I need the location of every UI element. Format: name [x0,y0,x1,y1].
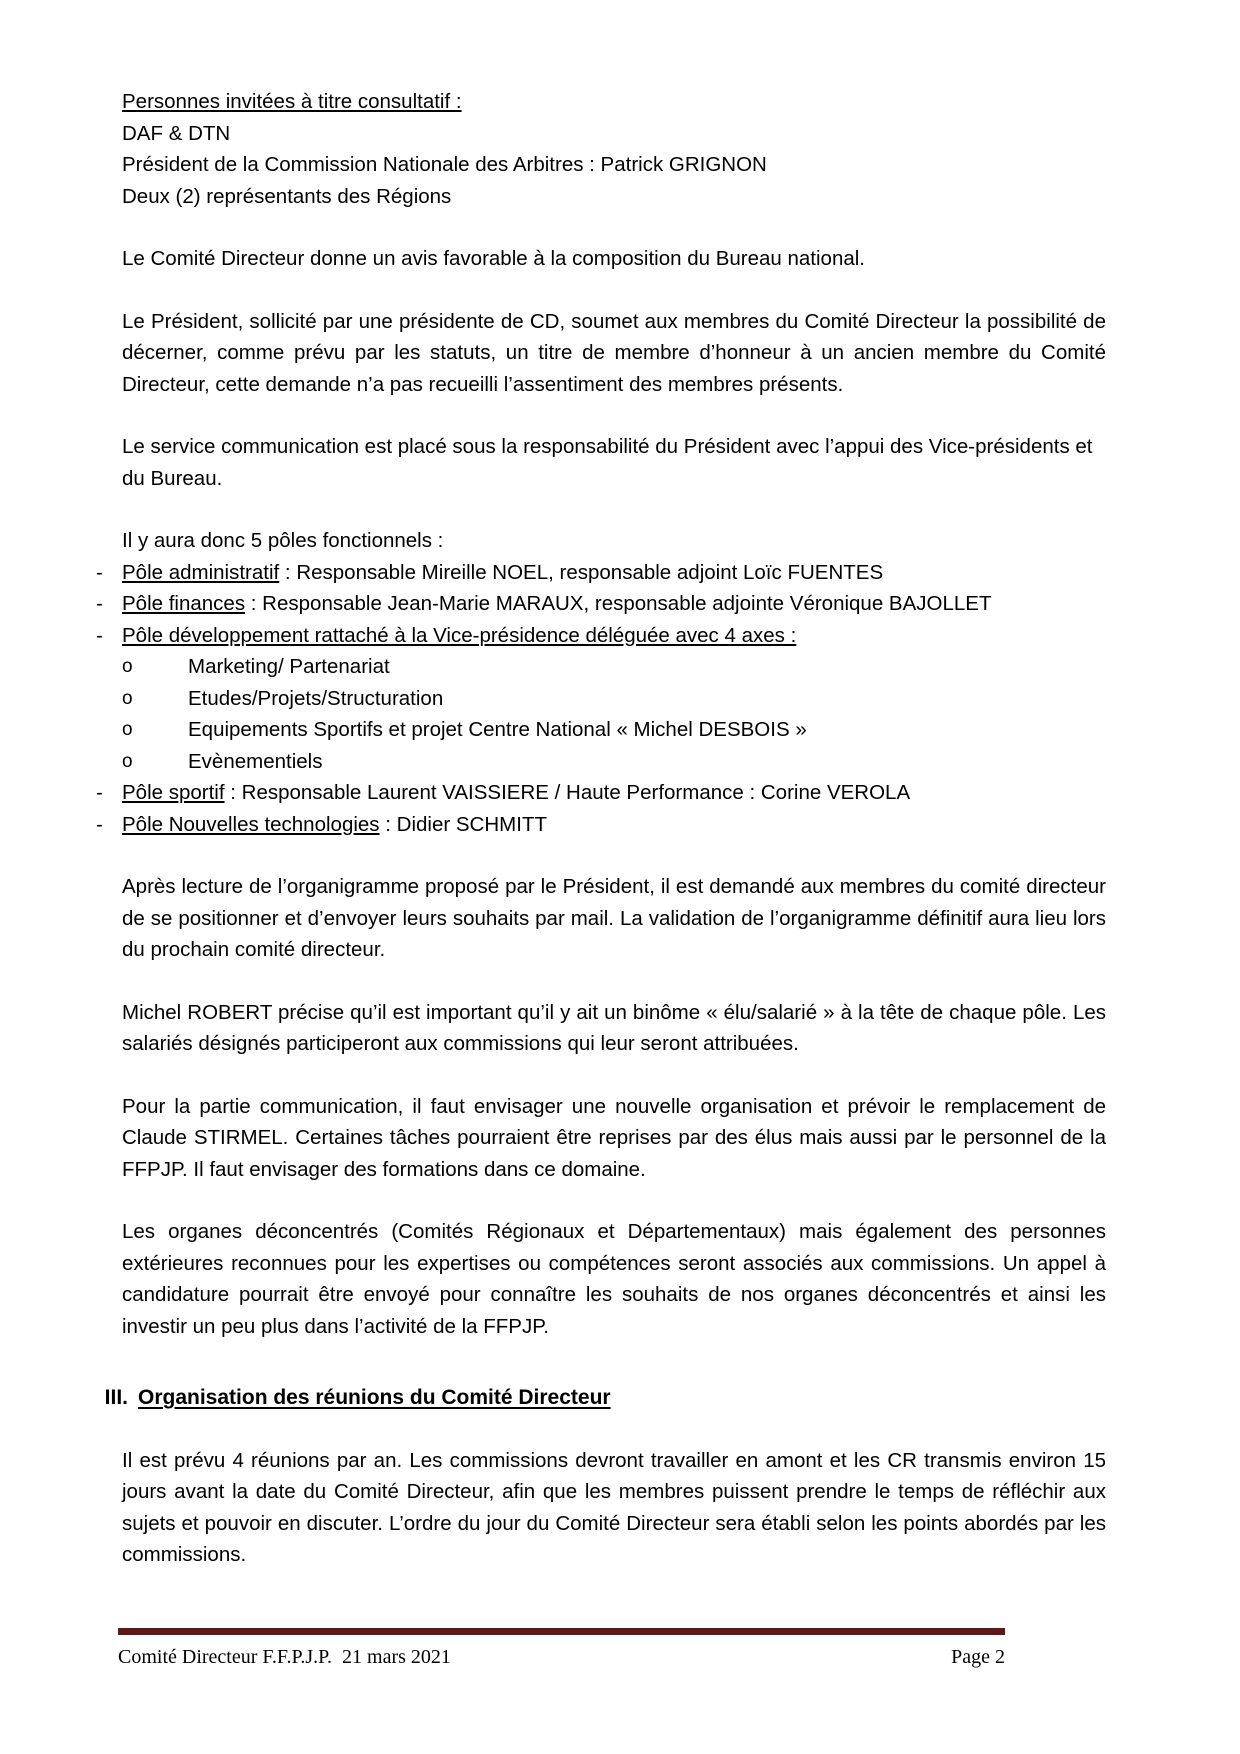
circle-marker-icon: o [122,656,133,677]
dash-marker-icon: - [96,812,103,836]
list-item [96,620,1106,652]
paragraph-section-iii-body: Il est prévu 4 réunions par an. Les commissions devront travailler en amont et les CR transmis environ 15 jours avant la date du Comité Directeur, afin que les membres puissent prendre le temps de réfléchir aux sujets et pouvoir en discuter. L’ordre du jour du Comité Directeur sera établi selon les points abordés par les commissions. [122,1448,1106,1566]
paragraph-poles-intro: Il y aura donc 5 pôles fonctionnels : [122,529,444,552]
footer-document-title: Comité Directeur F.F.P.J.P. 21 mars 2021 [118,1646,451,1668]
circle-marker-icon: o [122,719,133,740]
footer-row [118,1644,1005,1670]
page-content [96,86,1106,1571]
pole-name: Pôle administratif [122,560,280,584]
circle-marker-icon: o [122,687,133,709]
dash-marker-icon: - [96,623,103,647]
section-heading-iii [96,1382,1106,1414]
dash-marker-icon: - [96,781,103,804]
invited-persons-heading [96,86,1106,118]
invited-persons-heading-text: Personnes invitées à titre consultatif : [122,90,462,113]
list-item [96,777,1106,809]
sub-list-item [96,714,1106,746]
paragraph-avis-favorable: Le Comité Directeur donne un avis favorable à la composition du Bureau national. [122,247,865,270]
paragraph-partie-communication: Pour la partie communication, il faut envisager une nouvelle organisation et prévoir le remplacement de Claude STIRMEL. Certaines tâches pourraient être reprises par des élus mais aussi par le personnel de la FFPJP. Il faut envisager des formations dans ce domaine. [122,1094,1106,1181]
section-number: III. [104,1386,128,1409]
paragraph-spacer [96,494,1106,525]
page-title: Organisation des réunions du Comité Directeur [138,1386,611,1409]
invited-person-line: DAF & DTN [122,121,231,145]
paragraph-spacer [96,400,1106,431]
pole-detail: : Didier SCHMITT [379,812,547,836]
paragraph-spacer [96,1185,1106,1216]
paragraph-spacer [96,966,1106,997]
footer-page-number: Page 2 [951,1646,1005,1668]
paragraph-spacer [96,840,1106,871]
paragraph-president-sollicite: Le Président, sollicité par une présidente de CD, soumet aux membres du Comité Directeur la possibilité de décerner, comme prévu par les statuts, un titre de membre d’honneur à un ancien membre du Comité Directeur, cette demande n’a pas recueilli l’assentiment des membres présents. [122,309,1106,396]
footer-divider [118,1628,1005,1635]
paragraph-service-communication: Le service communication est placé sous la responsabilité du Président avec l’appui des Vice-présidents et du Bureau. [122,435,1093,490]
pole-detail: : Responsable Laurent VAISSIERE / Haute Performance : Corine VEROLA [224,781,911,804]
axis-label: Etudes/Projets/Structuration [188,686,444,710]
list-item [96,588,1106,620]
sub-list-item [96,651,1106,683]
paragraph-apres-lecture: Après lecture de l’organigramme proposé par le Président, il est demandé aux membres du comité directeur de se positionner et d’envoyer leurs souhaits par mail. La validation de l’organigramme définitif aura lieu lors du prochain comité directeur. [122,875,1106,961]
dash-marker-icon: - [96,592,103,615]
paragraph-michel-robert: Michel ROBERT précise qu’il est important qu’il y ait un binôme « élu/salarié » à la tête de chaque pôle. Les salariés désignés participeront aux commissions qui leur seront attribuées. [122,1000,1106,1055]
paragraph-spacer [96,275,1106,306]
page-footer [118,1628,1005,1670]
pole-name: Pôle finances [122,592,246,615]
paragraph-organes-deconcentres: Les organes déconcentrés (Comités Régionaux et Départementaux) mais également des personnes extérieures reconnues pour les expertises ou compétences seront associés aux commissions. Un appel à candidature pourrait être envoyé pour connaître les souhaits de nos organes déconcentrés et ainsi les investir un peu plus dans l’activité de la FFPJP. [122,1220,1106,1338]
paragraph-spacer [96,1060,1106,1091]
invited-person-line: Deux (2) représentants des Régions [122,184,452,208]
dash-marker-icon: - [96,560,103,584]
pole-name: Pôle sportif [122,781,225,804]
axis-label: Evènementiels [188,749,323,773]
sub-list-item [96,746,1106,778]
poles-list [96,557,1106,841]
list-item [96,557,1106,589]
pole-detail: : Responsable Jean-Marie MARAUX, responsable adjointe Véronique BAJOLLET [245,592,992,615]
sub-list-item [96,683,1106,715]
invited-person-line: Président de la Commission Nationale des Arbitres : Patrick GRIGNON [122,153,767,176]
pole-name: Pôle Nouvelles technologies [122,812,380,836]
paragraph-spacer [96,212,1106,243]
axis-label: Marketing/ Partenariat [188,655,390,678]
pole-name: Pôle développement rattaché à la Vice-présidence déléguée avec 4 axes : [122,623,797,647]
list-item [96,809,1106,841]
pole-detail: : Responsable Mireille NOEL, responsable adjoint Loïc FUENTES [279,560,884,584]
circle-marker-icon: o [122,750,133,772]
axis-label: Equipements Sportifs et projet Centre National « Michel DESBOIS » [188,718,807,741]
paragraph-spacer [96,1414,1106,1445]
section-spacer [96,1342,1106,1382]
